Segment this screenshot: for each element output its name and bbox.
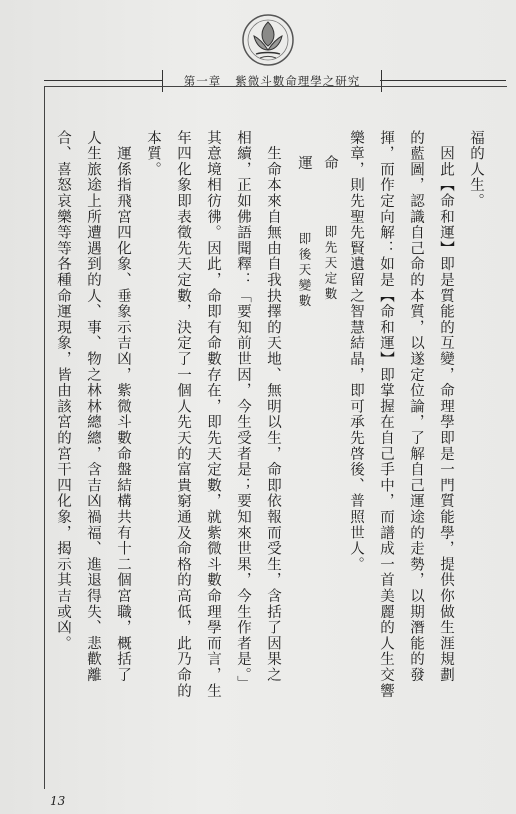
text-column-13: 合、喜怒哀樂等等各種命運現象，皆由該宮的宮干四化象，揭示其吉或凶。 (55, 130, 71, 652)
text-column-7: 相續，正如佛語聞釋：「要知前世因，今生受者是；要知來世果，今生作者是。」 (235, 130, 251, 692)
chapter-label: 第一章 (183, 74, 222, 88)
term-yun-definition: 即後天變數 (297, 232, 312, 310)
text-column-5: 樂章，則先聖先賢遺留之智慧結晶，即可承先啓後、普照世人。 (348, 130, 364, 573)
text-column-6: 生命本來自無由自我抉擇的天地、無明以生，命即依報而受生，含括了因果之 (265, 130, 281, 683)
term-ming-definition: 即先天定數 (323, 225, 338, 303)
text-column-10: 本質。 (145, 130, 161, 178)
text-column-12: 人生旅途上所遭遇到的人、事、物之林林總總，含吉凶禍福、進退得失、悲歡離 (85, 130, 101, 683)
text-column-9: 年四化象即表徵先天定數，決定了一個人先天的富貴窮通及命格的高低，此乃命的 (175, 130, 191, 699)
chapter-title: 紫微斗數命理學之研究 (235, 74, 361, 88)
lotus-emblem-icon (240, 12, 296, 68)
text-column-1: 福的人生。 (468, 130, 484, 209)
text-column-4: 揮，而作定向解：如是【命和運】即掌握在自己手中，而譜成一首美麗的人生交響 (378, 130, 394, 699)
text-column-8: 其意境相彷彿。因此，命即有命數存在，即先天定數，就紫微斗數命理學而言，生 (205, 130, 221, 699)
term-yun: 運 (296, 155, 312, 171)
text-column-11: 運係指飛宮四化象、垂象示吉凶，紫微斗數命盤結構共有十二個宮職，概括了 (115, 130, 131, 683)
term-ming: 命 (322, 155, 338, 171)
page-number: 13 (50, 794, 66, 808)
header-rule-left (44, 80, 162, 81)
text-column-3: 的藍圖，認識自己命的本質，以遂定位論，了解自己運途的走勢，以期潛能的發 (408, 130, 424, 683)
text-column-2: 因此【命和運】即是質能的互變，命理學即是一門質能學，提供你做生涯規劃 (438, 130, 454, 683)
header-rule-right (380, 80, 506, 81)
